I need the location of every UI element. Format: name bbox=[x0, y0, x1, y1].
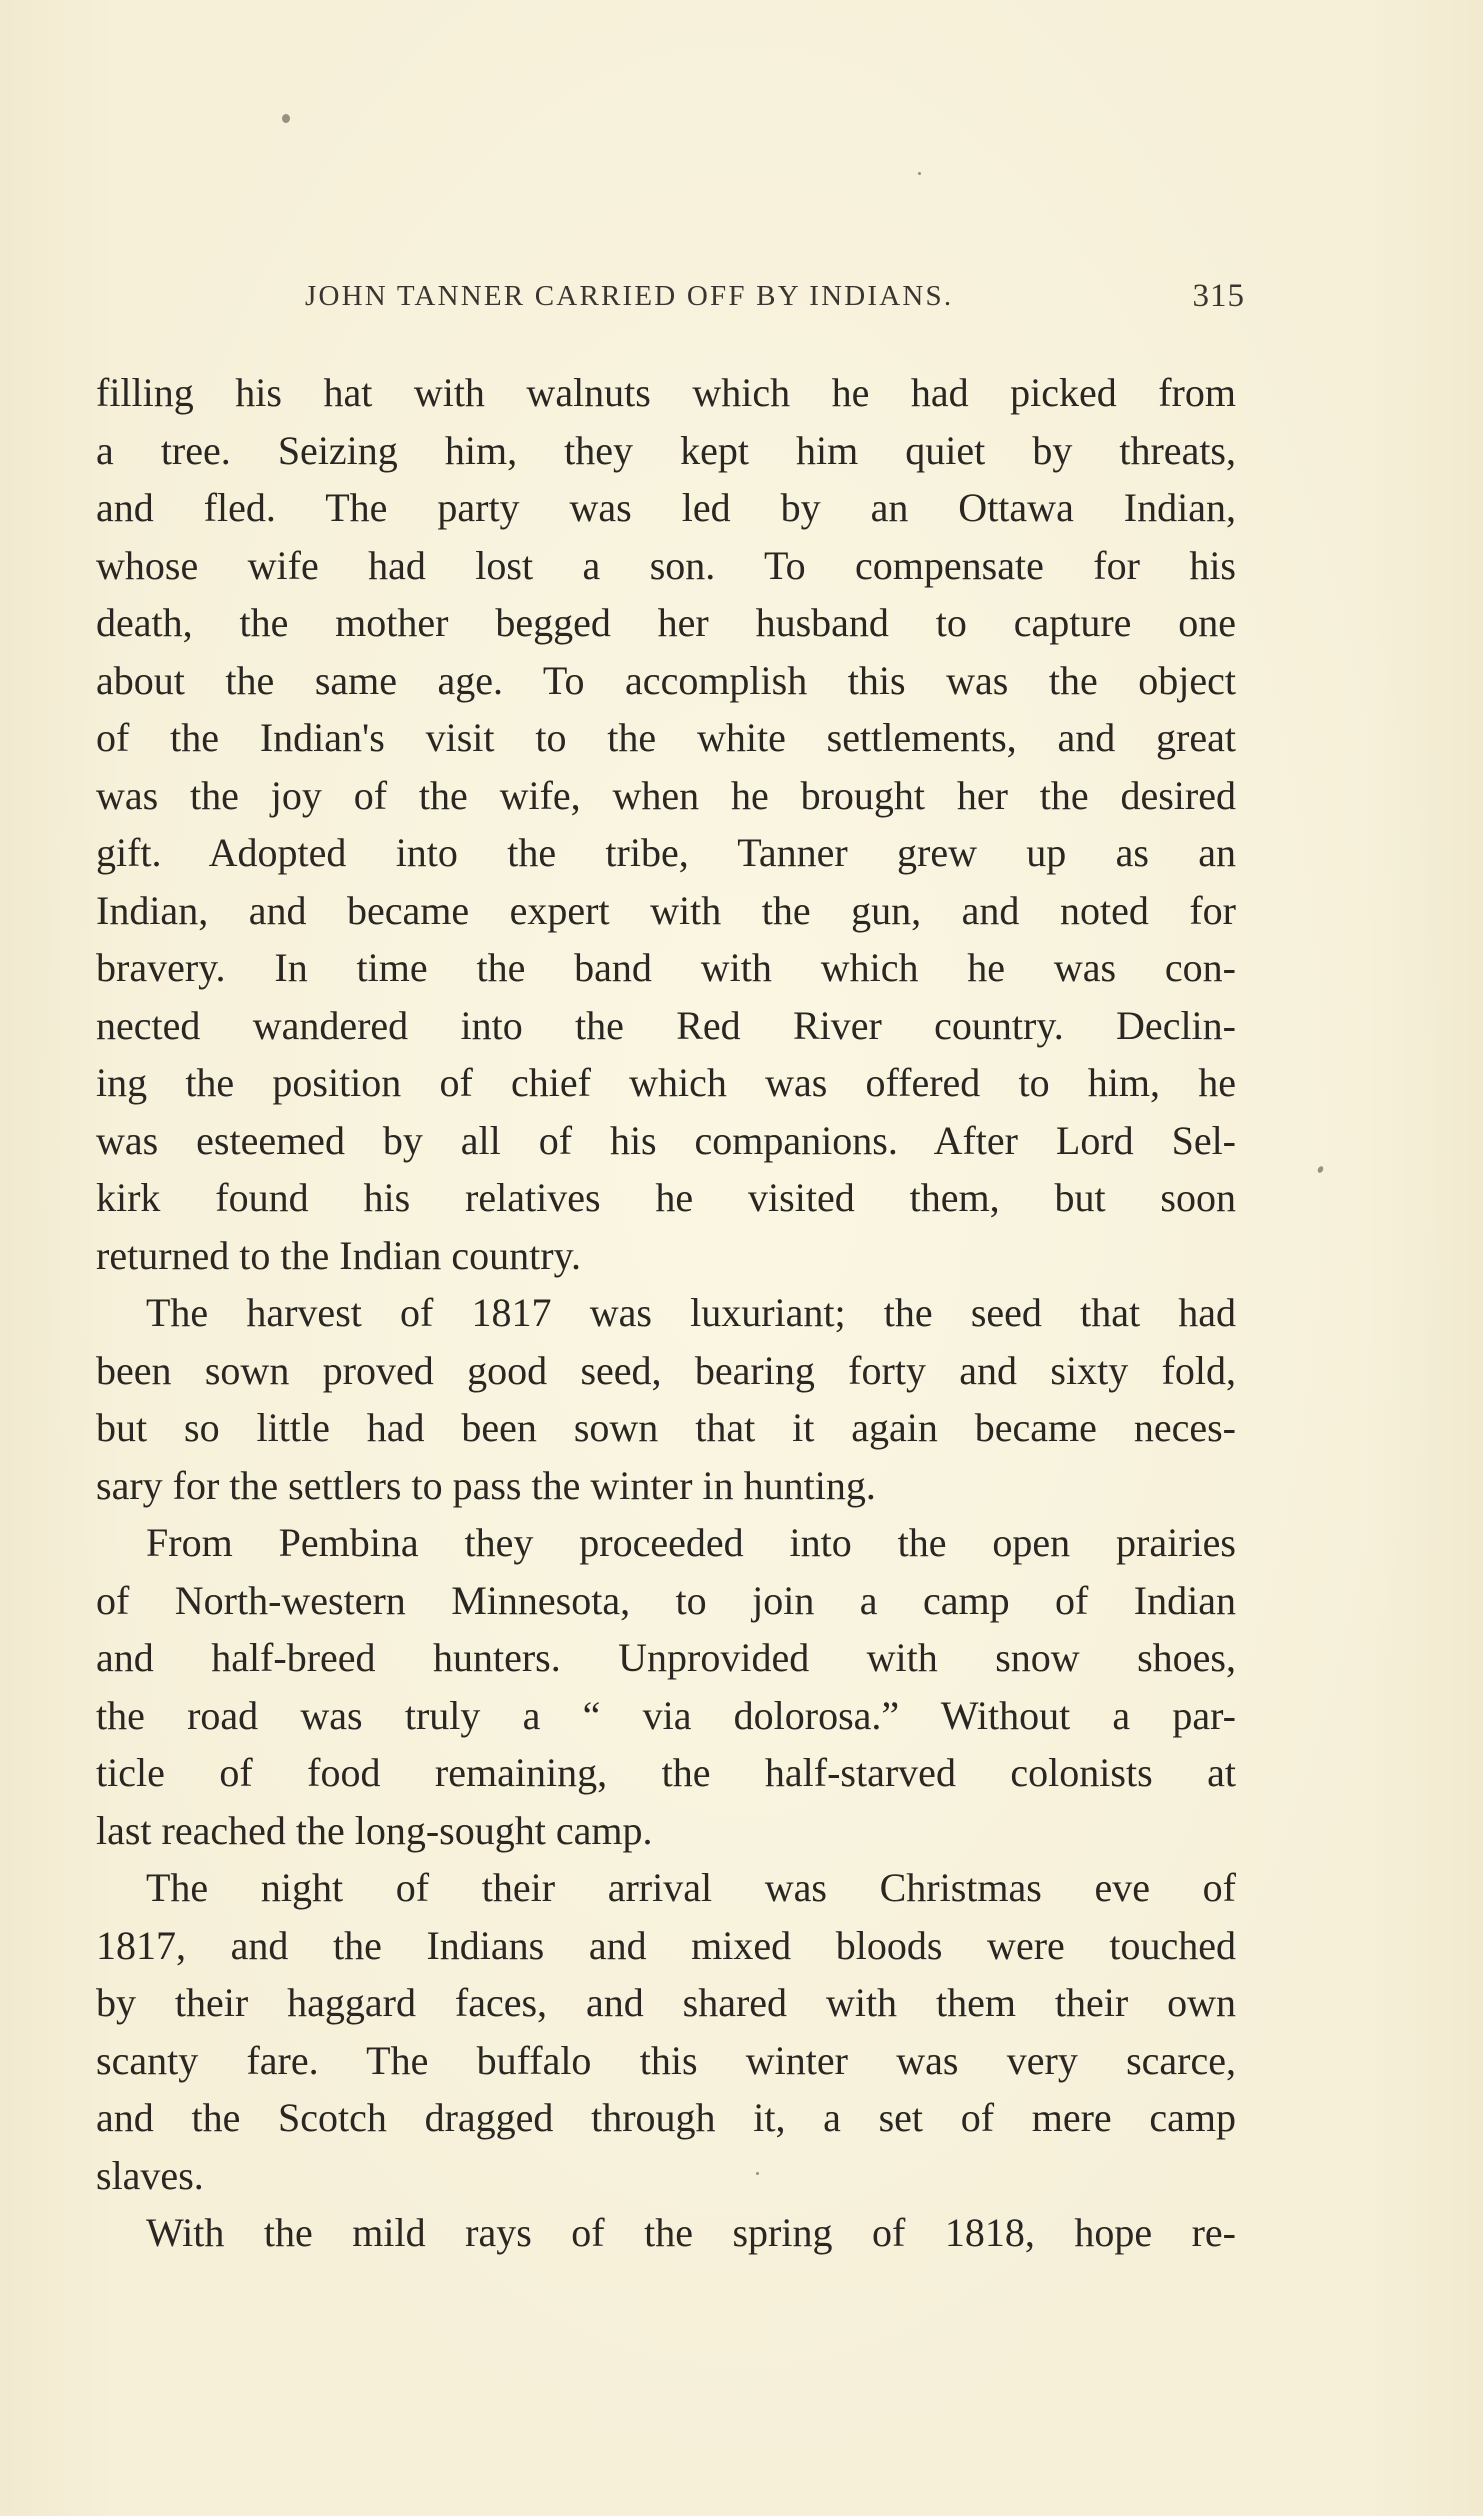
text-line: by their haggard faces, and shared with them their own bbox=[96, 1980, 1236, 2025]
running-title: JOHN TANNER CARRIED OFF BY INDIANS. bbox=[305, 280, 954, 312]
text-line: the road was truly a “ via dolorosa.” Without a par- bbox=[96, 1692, 1236, 1738]
text-line: gift. Adopted into the tribe, Tanner grew up as an bbox=[96, 830, 1236, 875]
text-line: 1817, and the Indians and mixed bloods were touched bbox=[96, 1922, 1236, 1968]
paper-speck bbox=[282, 114, 290, 123]
text-line: sary for the settlers to pass the winter in hunting. bbox=[96, 1462, 876, 1508]
page-header bbox=[305, 280, 1245, 324]
text-line: slaves. bbox=[96, 2152, 204, 2198]
body-text bbox=[96, 364, 1236, 2262]
paragraph-first-line: The harvest of 1817 was luxuriant; the seed that had bbox=[146, 1290, 1236, 1335]
text-line: was the joy of the wife, when he brought her the desired bbox=[96, 772, 1236, 818]
text-line: but so little had been sown that it again became neces- bbox=[96, 1405, 1236, 1450]
text-line: was esteemed by all of his companions. After Lord Sel- bbox=[96, 1117, 1236, 1163]
paper-speck bbox=[1317, 1165, 1325, 1174]
text-line: filling his hat with walnuts which he had picked from bbox=[96, 370, 1236, 415]
text-line: and fled. The party was led by an Ottawa Indian, bbox=[96, 485, 1236, 530]
paragraph-first-line: From Pembina they proceeded into the open prairies bbox=[146, 1520, 1236, 1565]
text-line: death, the mother begged her husband to capture one bbox=[96, 600, 1236, 645]
paragraph-first-line: With the mild rays of the spring of 1818, hope re- bbox=[146, 2210, 1236, 2255]
text-line: nected wandered into the Red River country. Declin- bbox=[96, 1002, 1236, 1048]
paragraph-first-line: The night of their arrival was Christmas eve of bbox=[146, 1865, 1236, 1910]
text-line: Indian, and became expert with the gun, and noted for bbox=[96, 887, 1236, 933]
text-line: been sown proved good seed, bearing forty and sixty fold, bbox=[96, 1347, 1236, 1393]
text-line: ticle of food remaining, the half-starved colonists at bbox=[96, 1750, 1236, 1795]
text-line: bravery. In time the band with which he was con- bbox=[96, 945, 1236, 990]
text-line: kirk found his relatives he visited them, but soon bbox=[96, 1175, 1236, 1220]
text-line: ing the position of chief which was offered to him, he bbox=[96, 1060, 1236, 1105]
text-line: and half-breed hunters. Unprovided with snow shoes, bbox=[96, 1635, 1236, 1680]
text-line: returned to the Indian country. bbox=[96, 1232, 582, 1278]
text-line: a tree. Seizing him, they kept him quiet by threats, bbox=[96, 427, 1236, 473]
text-line: last reached the long-sought camp. bbox=[96, 1807, 653, 1853]
text-line: of North-western Minnesota, to join a camp of Indian bbox=[96, 1577, 1236, 1623]
text-line: about the same age. To accomplish this was the object bbox=[96, 657, 1236, 703]
text-line: and the Scotch dragged through it, a set of mere camp bbox=[96, 2095, 1236, 2140]
text-line: whose wife had lost a son. To compensate for his bbox=[96, 542, 1236, 588]
text-line: scanty fare. The buffalo this winter was very scarce, bbox=[96, 2037, 1236, 2083]
text-line: of the Indian's visit to the white settlements, and great bbox=[96, 715, 1236, 760]
paper-speck bbox=[918, 172, 921, 175]
page-number: 315 bbox=[1192, 278, 1245, 314]
